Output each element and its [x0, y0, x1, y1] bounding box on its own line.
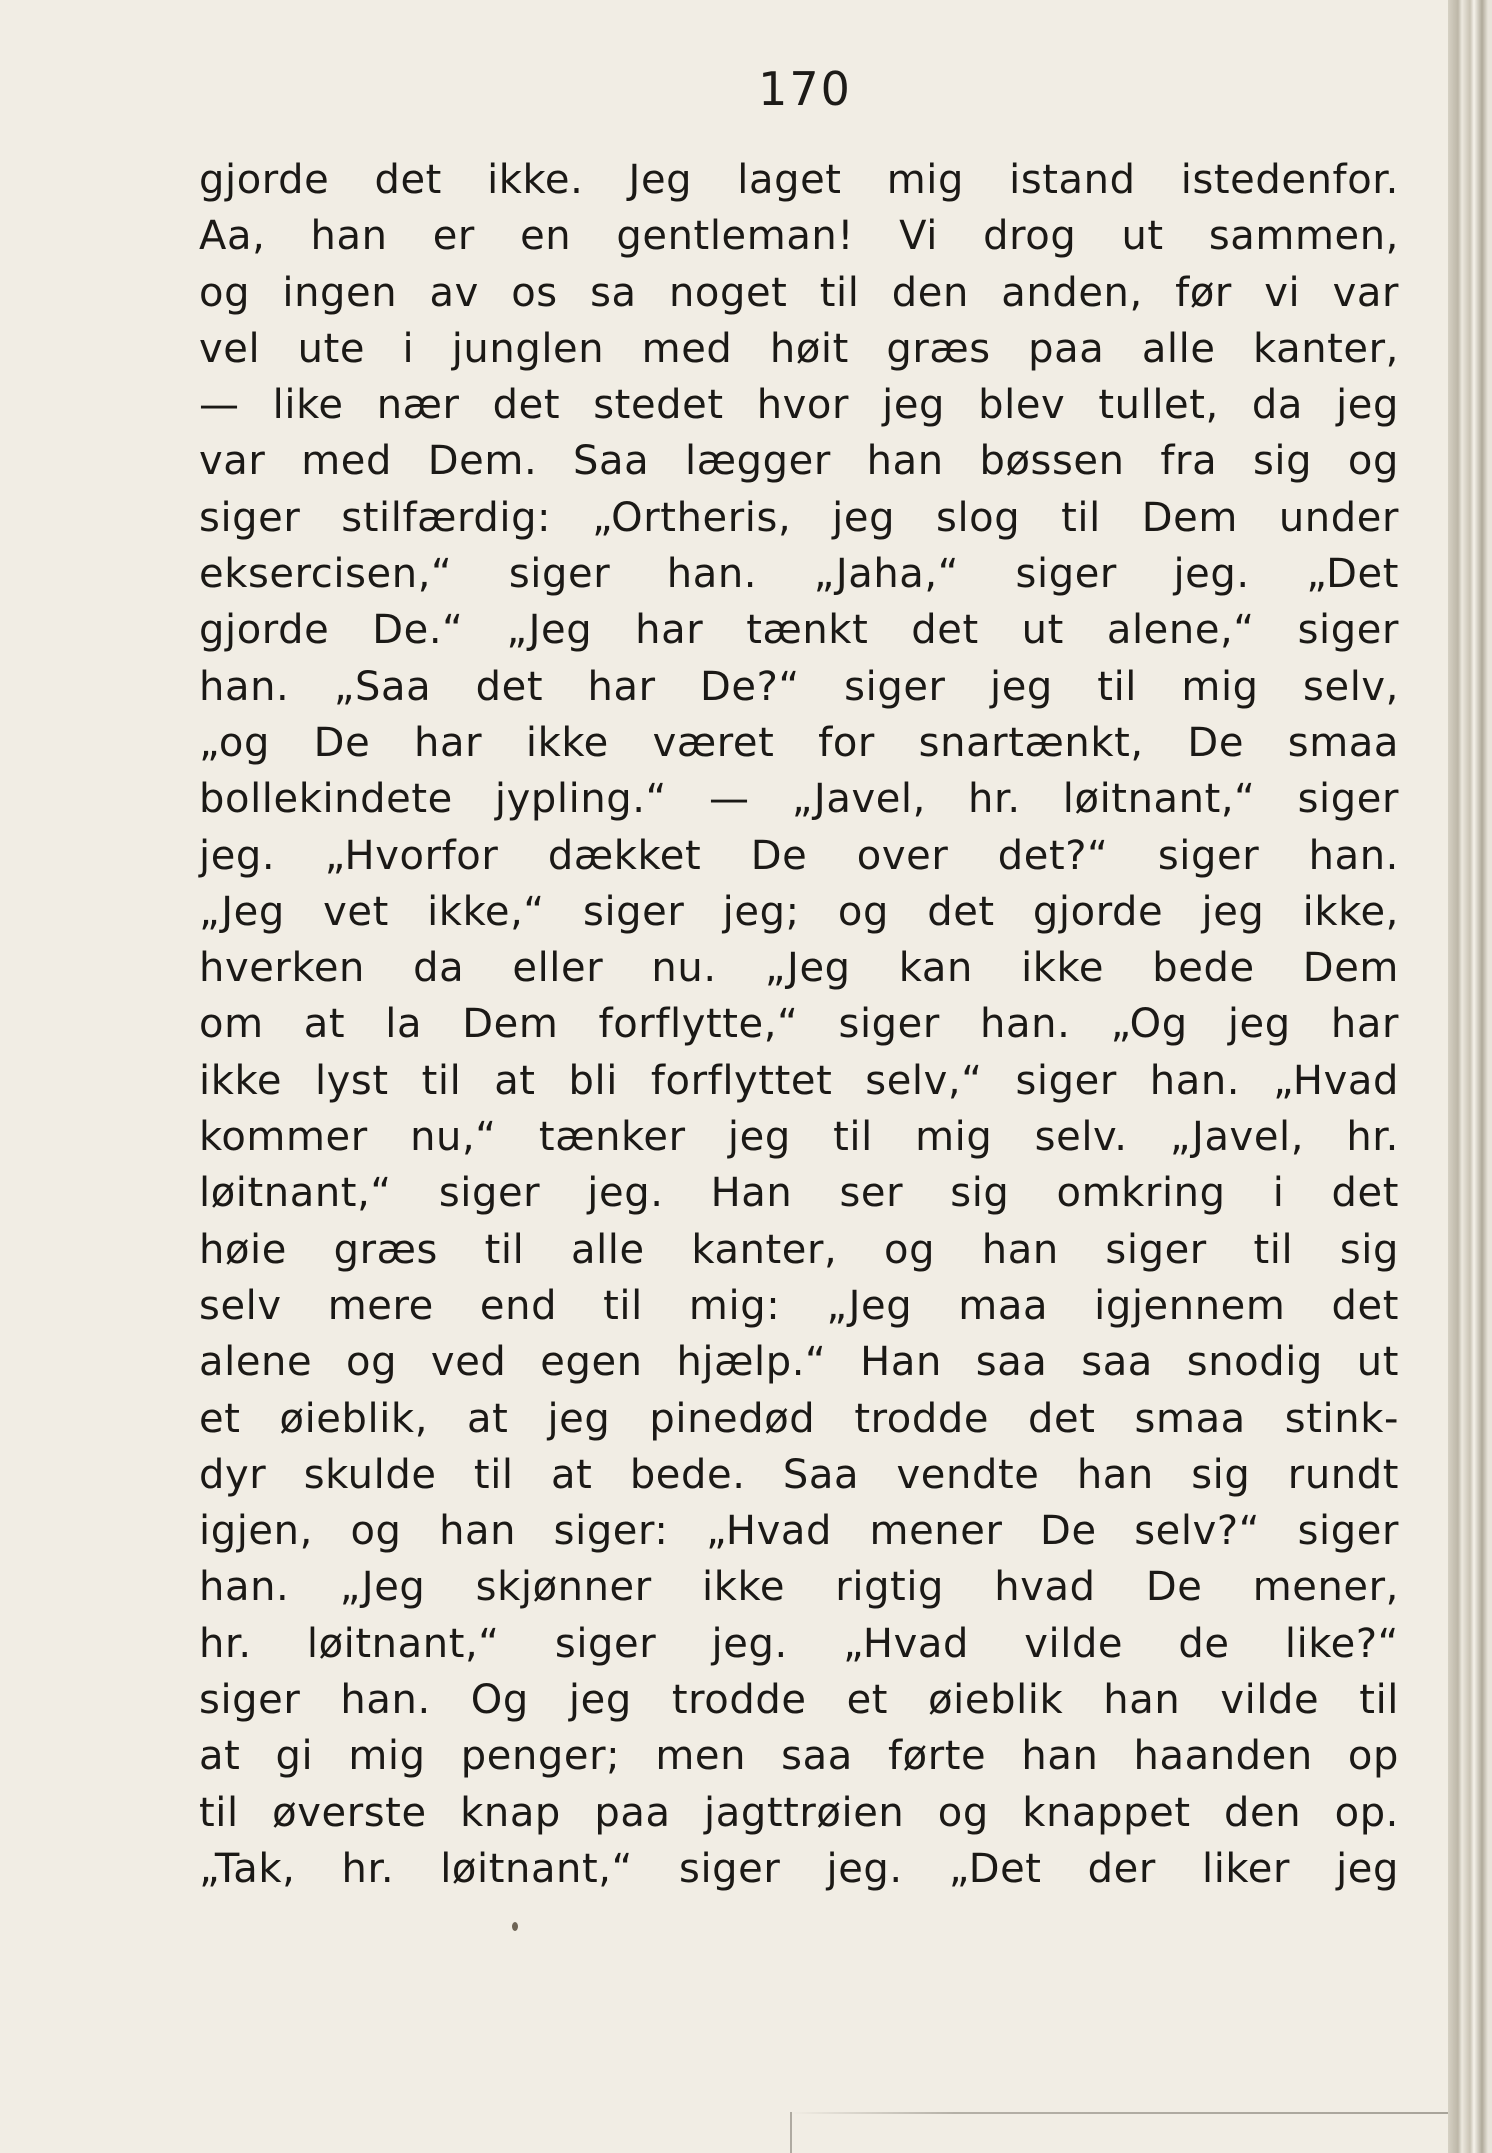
text-line: vel ute i junglen med høit græs paa alle kanter, — [199, 325, 1399, 372]
text-line: — like nær det stedet hvor jeg blev tullet, da jeg — [199, 382, 1399, 429]
text-line: bollekindete jypling.“ — „Javel, hr. løitnant,“ siger — [199, 776, 1399, 823]
text-line: alene og ved egen hjælp.“ Han saa saa snodig ut — [199, 1339, 1399, 1386]
page-number: 170 — [758, 62, 852, 116]
text-line: hverken da eller nu. „Jeg kan ikke bede Dem — [199, 945, 1399, 992]
text-line: dyr skulde til at bede. Saa vendte han sig rundt — [199, 1451, 1399, 1498]
text-line: eksercisen,“ siger han. „Jaha,“ siger jeg. „Det — [199, 551, 1399, 598]
text-line: siger stilfærdig: „Ortheris, jeg slog til Dem under — [199, 494, 1399, 541]
text-line: Aa, han er en gentleman! Vi drog ut sammen, — [199, 213, 1399, 260]
text-line: høie græs til alle kanter, og han siger til sig — [199, 1226, 1399, 1273]
text-line: løitnant,“ siger jeg. Han ser sig omkring i det — [199, 1170, 1399, 1217]
text-line: „Jeg vet ikke,“ siger jeg; og det gjorde jeg ikke, — [199, 888, 1399, 935]
text-line: et øieblik, at jeg pinedød trodde det smaa stink- — [199, 1395, 1399, 1442]
text-line: „og De har ikke været for snartænkt, De smaa — [199, 719, 1399, 766]
text-line: om at la Dem forflytte,“ siger han. „Og jeg har — [199, 1001, 1399, 1048]
text-line: kommer nu,“ tænker jeg til mig selv. „Javel, hr. — [199, 1114, 1399, 1161]
book-page-edges — [1448, 0, 1492, 2153]
text-line: „Tak, hr. løitnant,“ siger jeg. „Det der liker jeg — [199, 1845, 1399, 1892]
page-bottom-rule — [790, 2112, 1450, 2114]
text-line: igjen, og han siger: „Hvad mener De selv?“ siger — [199, 1508, 1399, 1555]
body-text — [199, 152, 1399, 1897]
text-line: var med Dem. Saa lægger han bøssen fra sig og — [199, 438, 1399, 485]
text-line: ikke lyst til at bli forflyttet selv,“ siger han. „Hvad — [199, 1057, 1399, 1104]
text-line: jeg. „Hvorfor dækket De over det?“ siger han. — [199, 832, 1399, 879]
ink-speck — [512, 1922, 518, 1931]
text-line: siger han. Og jeg trodde et øieblik han vilde til — [199, 1677, 1399, 1724]
text-line: at gi mig penger; men saa førte han haanden op — [199, 1733, 1399, 1780]
text-line: til øverste knap paa jagttrøien og knappet den op. — [199, 1789, 1399, 1836]
text-line: han. „Saa det har De?“ siger jeg til mig selv, — [199, 663, 1399, 710]
text-line: selv mere end til mig: „Jeg maa igjennem det — [199, 1282, 1399, 1329]
text-line: gjorde De.“ „Jeg har tænkt det ut alene,“ siger — [199, 607, 1399, 654]
text-line: og ingen av os sa noget til den anden, før vi var — [199, 269, 1399, 316]
text-line: gjorde det ikke. Jeg laget mig istand istedenfor. — [199, 157, 1399, 203]
page-bottom-notch — [790, 2112, 792, 2153]
text-line: hr. løitnant,“ siger jeg. „Hvad vilde de like?“ — [199, 1620, 1399, 1667]
text-line: han. „Jeg skjønner ikke rigtig hvad De mener, — [199, 1564, 1399, 1611]
